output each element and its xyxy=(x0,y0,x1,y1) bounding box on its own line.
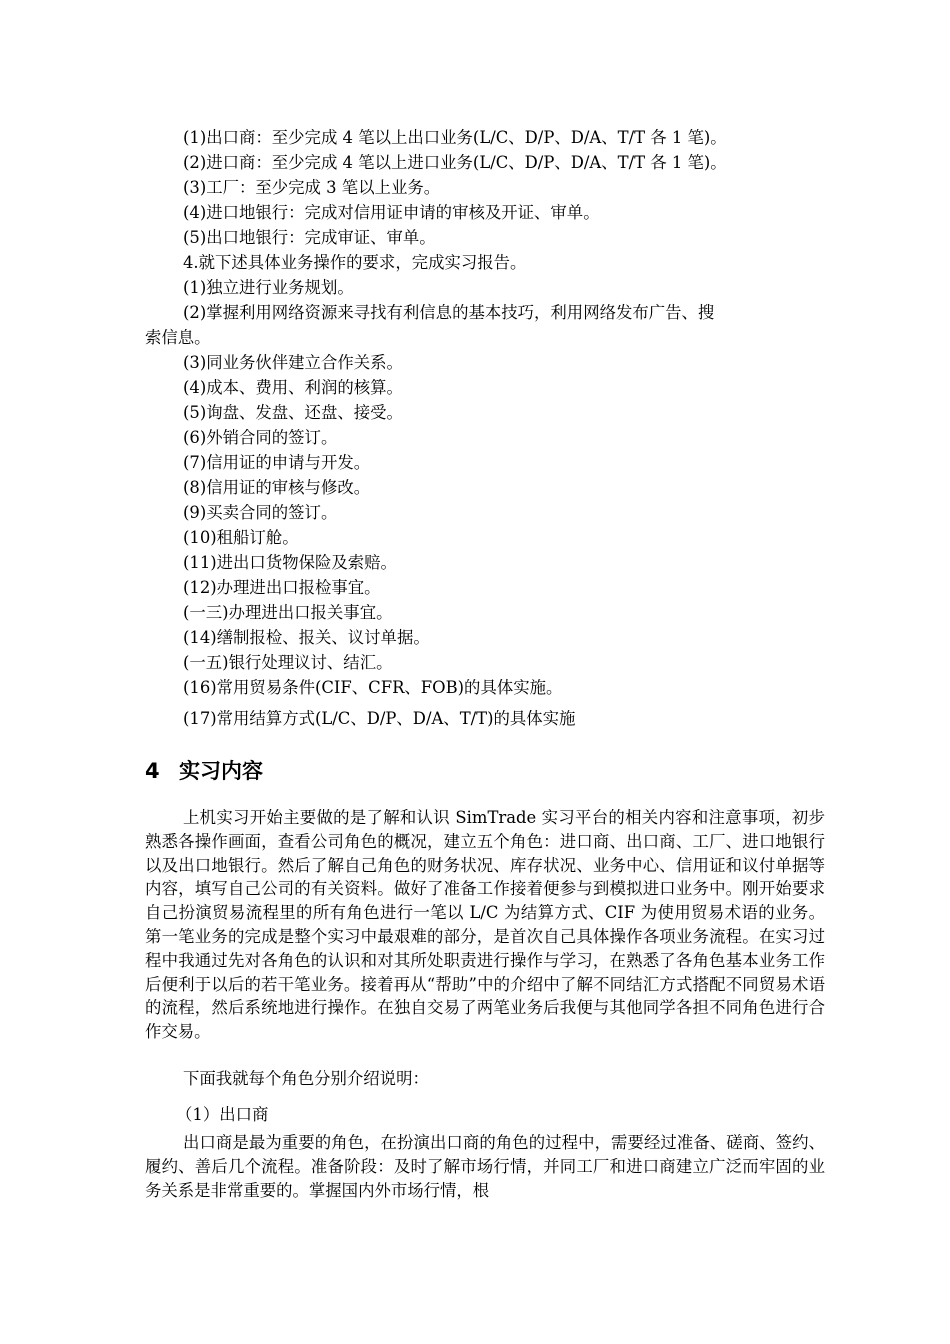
requirement-line: (11)进出口货物保险及索赔。 xyxy=(183,553,397,572)
requirement-line-continued: 索信息。 xyxy=(145,328,211,347)
requirement-line: (3)同业务伙伴建立合作关系。 xyxy=(183,353,403,372)
requirement-line: (5)询盘、发盘、还盘、接受。 xyxy=(183,403,403,422)
requirement-line: (12)办理进出口报检事宜。 xyxy=(183,578,381,597)
requirement-line: (5)出口地银行：完成审证、审单。 xyxy=(183,228,436,247)
requirement-line: (9)买卖合同的签订。 xyxy=(183,503,338,522)
body-paragraph: 上机实习开始主要做的是了解和认识 SimTrade 实习平台的相关内容和注意事项，初步熟悉各操作画面，查看公司角色的概况，建立五个角色：进口商、出口商、工厂、进口地银行以及出口地银行。然后了解自己角色的财务状况、库存状况、业务中心、信用证和议付单据等内容，填写自己公司的有关资料。做好了准备工作接着便参与到模拟进口业务中。刚开始要求自己扮演贸易流程里的所有角色进行一笔以 L/C 为结算方式、CIF 为使用贸易术语的业务。第一笔业务的完成是整个实习中最艰难的部分，是首次自己具体操作各项业务流程。在实习过程中我通过先对各角色的认识和对其所处职责进行操作与学习，在熟悉了各角色基本业务工作后便利于以后的若干笔业务。接着再从“帮助”中的介绍中了解不同结汇方式搭配不同贸易术语的流程，然后系统地进行操作。在独自交易了两笔业务后我便与其他同学各担不同角色进行合作交易。 xyxy=(145,808,825,1042)
section-heading xyxy=(145,756,263,786)
section-title: 实习内容 xyxy=(179,759,263,783)
body-paragraph: 出口商是最为重要的角色，在扮演出口商的角色的过程中，需要经过准备、磋商、签约、履约、善后几个流程。准备阶段：及时了解市场行情，并同工厂和进口商建立广泛而牢固的业务关系是非常重要的。掌握国内外市场行情，根 xyxy=(145,1133,825,1200)
requirement-line: (2)进口商：至少完成 4 笔以上进口业务(L/C、D/P、D/A、T/T 各 1 笔)。 xyxy=(183,153,727,172)
requirement-line: (8)信用证的审核与修改。 xyxy=(183,478,371,497)
requirement-line: (1)出口商：至少完成 4 笔以上出口业务(L/C、D/P、D/A、T/T 各 1 笔)。 xyxy=(183,128,727,147)
requirement-heading: 4.就下述具体业务操作的要求，完成实习报告。 xyxy=(183,253,527,272)
requirement-line: (2)掌握利用网络资源来寻找有利信息的基本技巧，利用网络发布广告、搜 xyxy=(183,303,715,322)
body-paragraph: 下面我就每个角色分别介绍说明： xyxy=(183,1069,429,1088)
requirement-line: (4)进口地银行：完成对信用证申请的审核及开证、审单。 xyxy=(183,203,600,222)
requirement-line: (1)独立进行业务规划。 xyxy=(183,278,354,297)
requirement-line: (7)信用证的申请与开发。 xyxy=(183,453,371,472)
requirement-line: (一三)办理进出口报关事宜。 xyxy=(183,603,393,622)
requirement-line: (一五)银行处理议讨、结汇。 xyxy=(183,653,393,672)
requirement-line: (3)工厂：至少完成 3 笔以上业务。 xyxy=(183,178,441,197)
requirement-line: (10)租船订舱。 xyxy=(183,528,299,547)
section-number: 4 xyxy=(145,759,160,783)
requirement-line: (4)成本、费用、利润的核算。 xyxy=(183,378,403,397)
requirement-line: (16)常用贸易条件(CIF、CFR、FOB)的具体实施。 xyxy=(183,678,563,697)
requirement-line: (6)外销合同的签订。 xyxy=(183,428,338,447)
subheading: （1）出口商 xyxy=(176,1105,269,1124)
requirement-line: (14)缮制报检、报关、议讨单据。 xyxy=(183,628,430,647)
requirement-line: (17)常用结算方式(L/C、D/P、D/A、T/T)的具体实施 xyxy=(183,709,576,728)
